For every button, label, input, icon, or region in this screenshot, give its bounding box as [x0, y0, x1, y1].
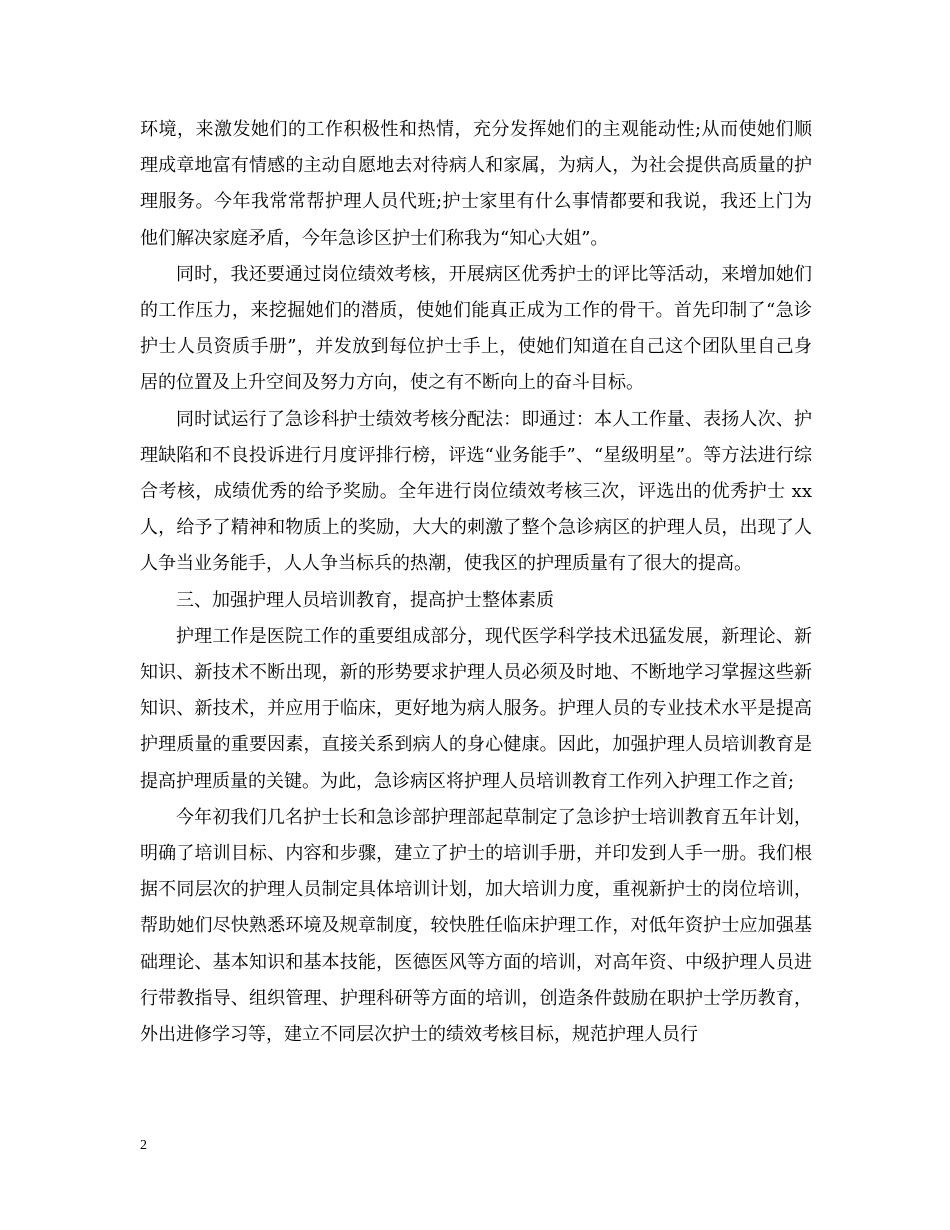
paragraph-nursing-work: 护理工作是医院工作的重要组成部分，现代医学科学技术迅猛发展，新理论、新知识、新技术不断出现，新的形势要求护理人员必须及时地、不断地学习掌握这些新知识、新技术，并应用于临床，更好地为病人服务。护理人员的专业技术水平是提高护理质量的重要因素，直接关系到病人的身心健康。因此，加强护理人员培训教育是提高护理质量的关键。为此，急诊病区将护理人员培训教育工作列入护理工作之首; — [140, 625, 812, 792]
page-number: 2 — [140, 1138, 147, 1153]
document-body — [140, 112, 812, 1053]
paragraph-trial-allocation: 同时试运行了急诊科护士绩效考核分配法：即通过：本人工作量、表扬人次、护理缺陷和不良投诉进行月度评排行榜，评选“业务能手”、“星级明星”。等方法进行综合考核，成绩优秀的给予奖励。全年进行岗位绩效考核三次，评选出的优秀护士 xx 人，给予了精神和物质上的奖励，大大的刺激了整个急诊病区的护理人员，出现了人人争当业务能手，人人争当标兵的热潮，使我区的护理质量有了很大的提高。 — [140, 408, 812, 575]
paragraph-performance-review: 同时，我还要通过岗位绩效考核，开展病区优秀护士的评比等活动，来增加她们的工作压力，来挖掘她们的潜质，使她们能真正成为工作的骨干。首先印制了“急诊护士人员资质手册”，并发放到每位护士手上，使她们知道在自己这个团队里自己身居的位置及上升空间及努力方向，使之有不断向上的奋斗目标。 — [140, 263, 812, 394]
paragraph-continuation: 环境，来激发她们的工作积极性和热情，充分发挥她们的主观能动性;从而使她们顺理成章地富有情感的主动自愿地去对待病人和家属，为病人，为社会提供高质量的护理服务。今年我常常帮护理人员代班;护士家里有什么事情都要和我说，我还上门为他们解决家庭矛盾，今年急诊区护士们称我为“知心大姐”。 — [140, 119, 812, 249]
paragraph-five-year-plan: 今年初我们几名护士长和急诊部护理部起草制定了急诊护士培训教育五年计划，明确了培训目标、内容和步骤，建立了护士的培训手册，并印发到人手一册。我们根据不同层次的护理人员制定具体培训计划，加大培训力度，重视新护士的岗位培训，帮助她们尽快熟悉环境及规章制度，较快胜任临床护理工作，对低年资护士应加强基础理论、基本知识和基本技能，医德医风等方面的培训，对高年资、中级护理人员进行带教指导、组织管理、护理科研等方面的培训，创造条件鼓励在职护士学历教育，外出进修学习等，建立不同层次护士的绩效考核目标，规范护理人员行 — [140, 806, 812, 1046]
section-heading-training: 三、加强护理人员培训教育，提高护士整体素质 — [176, 589, 554, 611]
